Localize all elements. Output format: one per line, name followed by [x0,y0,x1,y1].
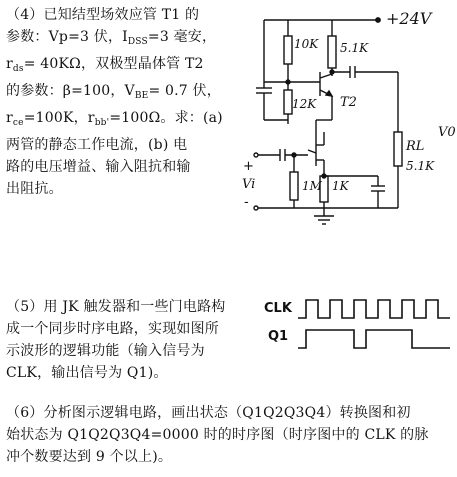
problem-6-text [6,402,451,468]
q1-label: Q1 [268,329,289,344]
p4-line8: 出阻抗。 [6,181,63,197]
p4-line3: $r_{ds}= 40K\Omega$，双极型晶体管 T2 [6,56,204,74]
t2-label: T2 [340,95,357,110]
p4-line5: $r_{ce}=100K$，$r_{bb'}=100\Omega$。求：(a) [6,110,223,128]
p6-line2: 始状态为 Q1Q2Q3Q4=0000 时的时序图（时序图中的 CLK 的脉 [6,427,429,443]
r-load [394,132,402,166]
problem-4-text [6,4,236,200]
p6-line1: （6）分析图示逻辑电路，画出状态（Q1Q2Q3Q4）转换图和初 [6,405,411,421]
p4-line2: 参数：Vp=3 伏，$I_{DSS}=3$ 毫安， [6,29,217,47]
p4-line6: 两管的静态工作电流，(b) 电 [6,137,188,153]
p5-line4: CLK，输出信号为 Q1)。 [6,365,168,381]
input-label: Vi [242,177,256,192]
r-gate-top [284,36,292,64]
r-gate-bottom [284,90,292,114]
p4-line4: 的参数：β=100，$V_{BE}= 0.7$ 伏， [6,83,221,101]
r-gate-label: 1M [302,179,322,193]
clk-label: CLK [264,301,292,316]
p4-line1: （4）已知结型场效应管 T1 的 [6,7,200,23]
problem-5-text [6,296,268,384]
r-collector [328,36,336,68]
clk-waveform [298,300,450,318]
supply-label: +24V [386,9,432,28]
r-collector-label: 5.1K [340,41,369,55]
p4-line7: 路的电压增益、输入阻抗和输 [6,159,191,175]
r-gate-bottom-label: 12K [292,97,317,111]
amplifier-circuit-diagram [228,0,457,230]
output-label: V0 [438,125,456,140]
clk-q1-waveform [262,290,457,362]
p5-line3: 示波形的逻辑功能（输入信号为 [6,343,205,359]
r-load-label: RL [406,139,425,154]
p5-line2: 成一个同步时序电路，实现如图所 [6,321,219,337]
input-minus: - [244,195,249,210]
input-plus: + [243,159,254,174]
q1-waveform [298,330,450,348]
p6-line3: 冲个数要达到 9 个以上)。 [6,449,173,465]
p5-line1: （5）用 JK 触发器和一些门电路构 [6,299,226,315]
r-source-label: 1K [332,179,349,193]
r-gate [290,172,298,200]
r-gate-top-label: 10K [294,37,319,51]
r-load-value: 5.1K [406,159,435,173]
